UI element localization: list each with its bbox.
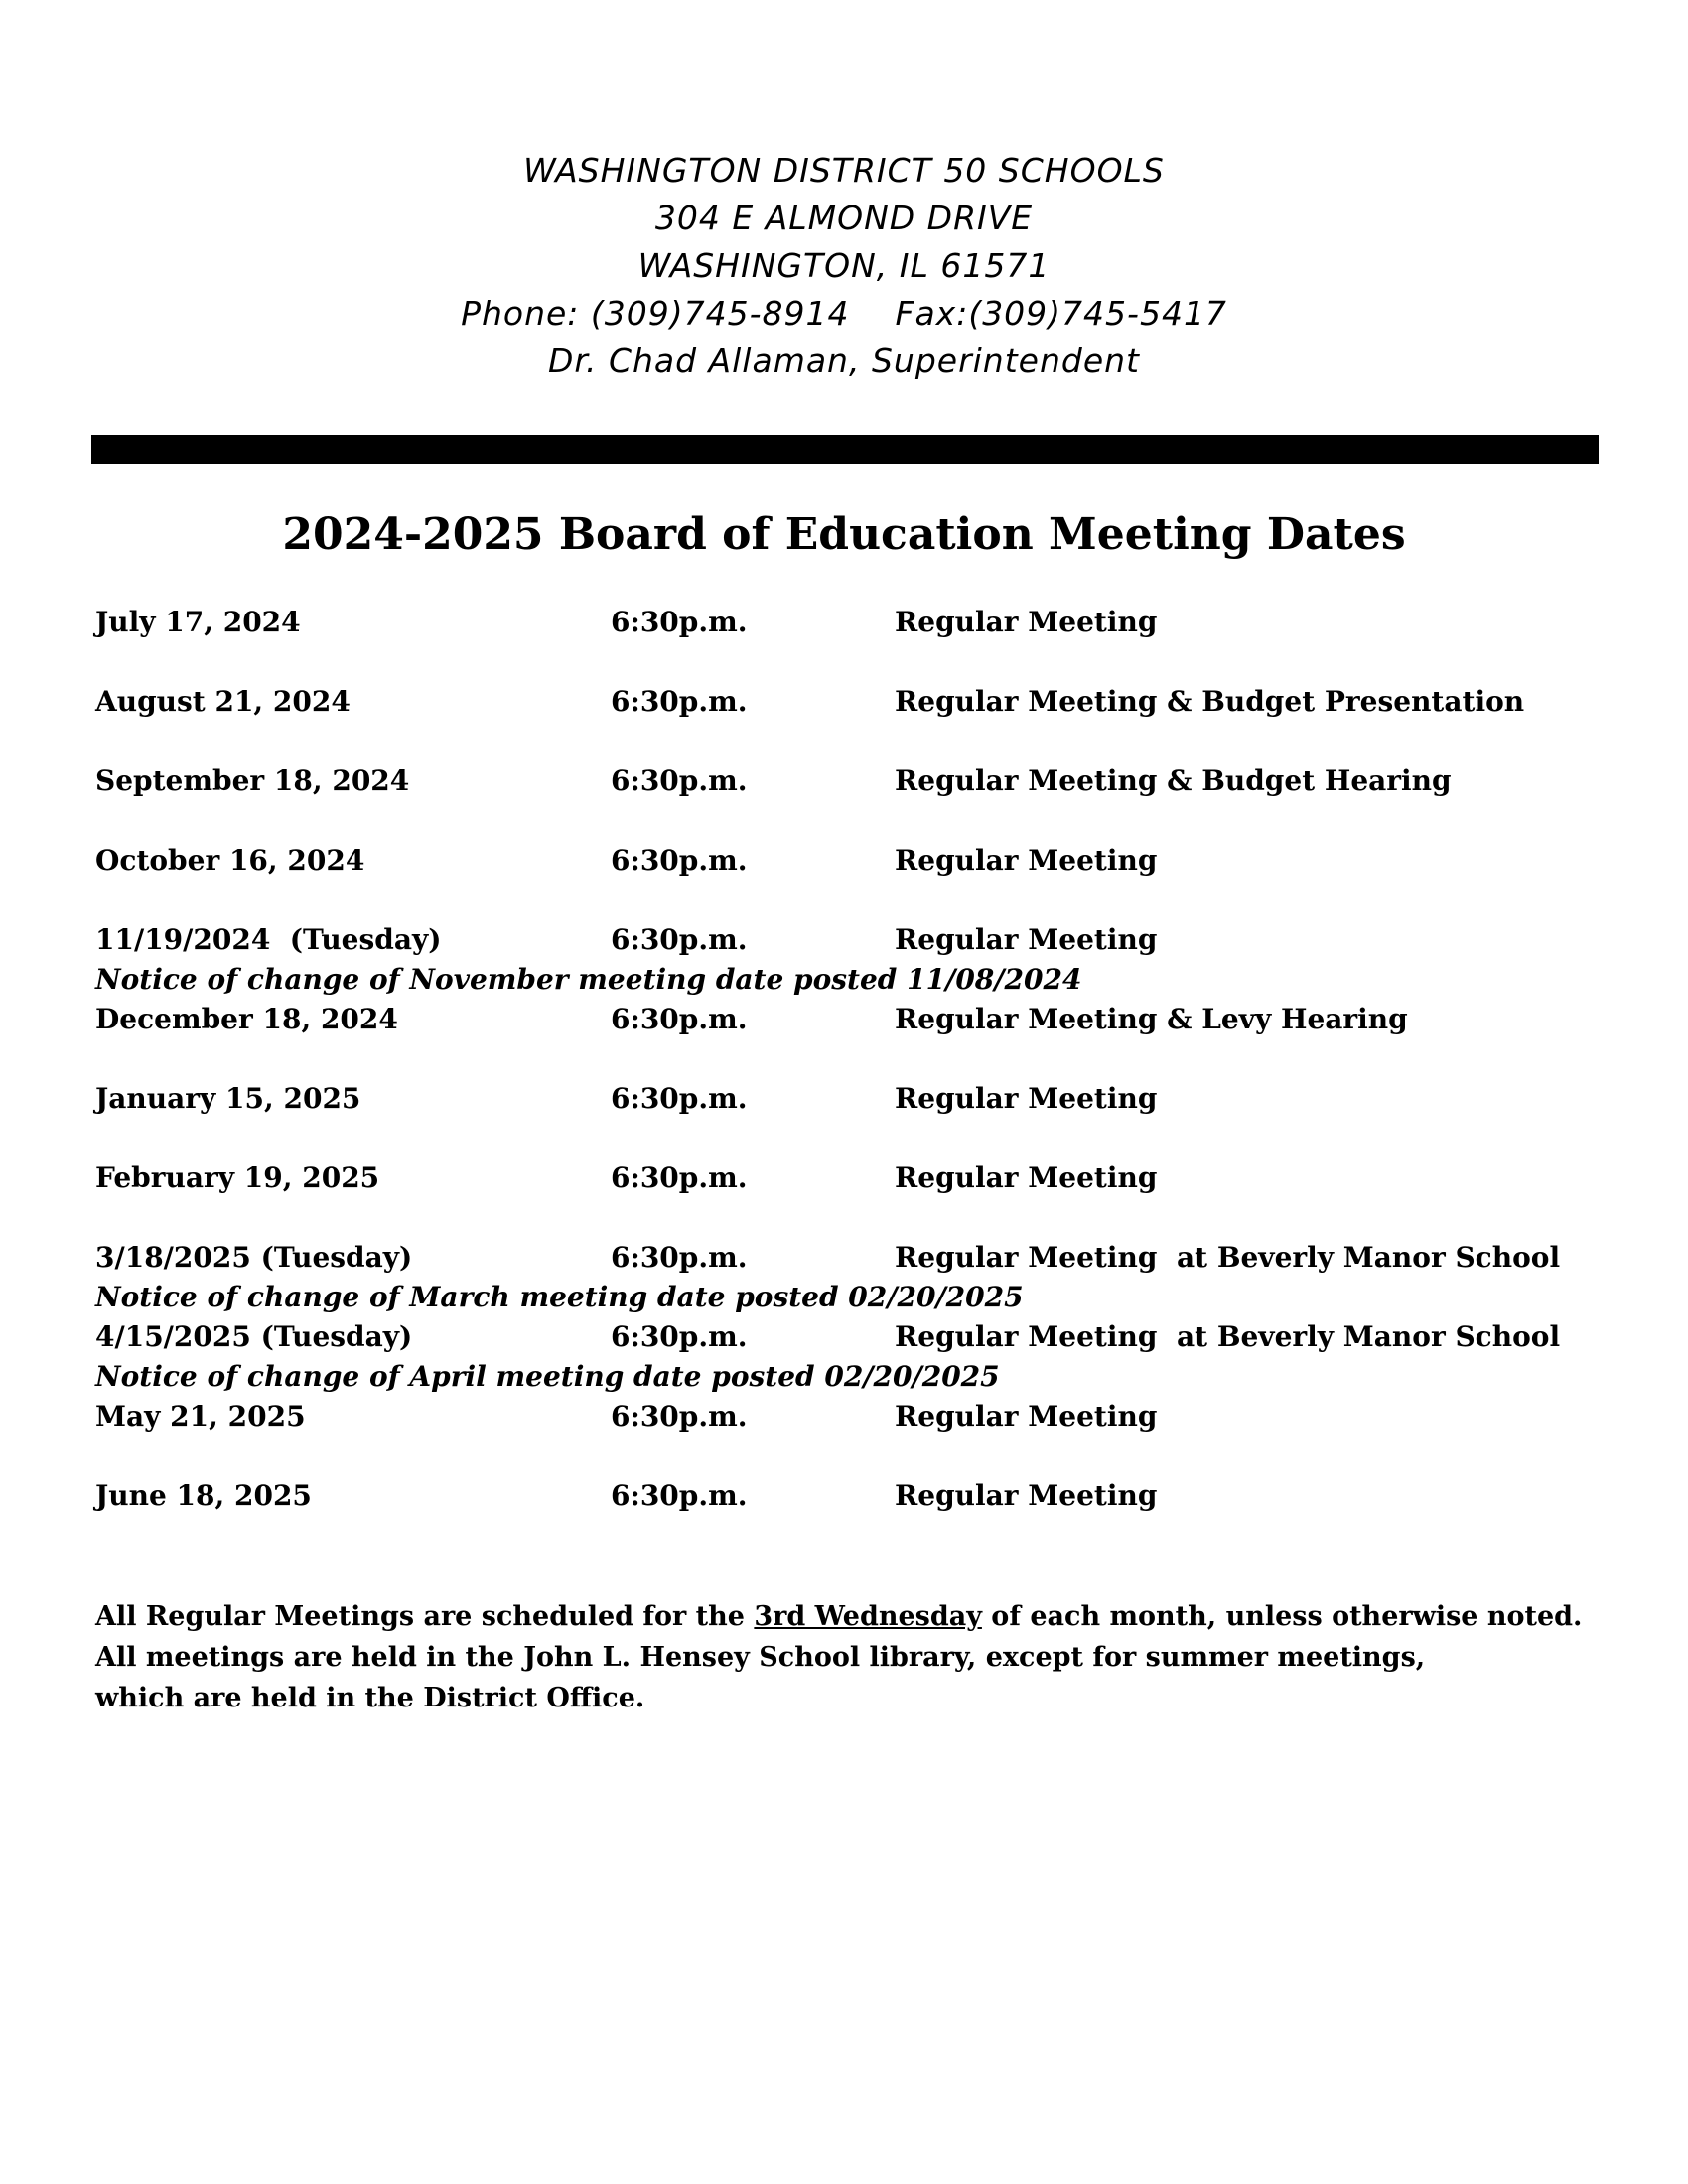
meeting-time: 6:30p.m.	[611, 685, 748, 718]
meeting-type: Regular Meeting	[895, 1241, 1158, 1274]
meeting-row-october	[0, 841, 1688, 881]
schedule-note	[95, 1596, 1605, 1637]
meeting-type: Regular Meeting	[895, 1320, 1158, 1353]
phone-fax: Phone: (309)745-8914 Fax:(309)745-5417	[461, 294, 1227, 333]
meeting-time: 6:30p.m.	[611, 1320, 748, 1353]
meeting-row-april	[0, 1317, 1688, 1357]
meeting-time: 6:30p.m.	[611, 1241, 748, 1274]
meeting-location: at Beverly Manor School	[1177, 1320, 1561, 1353]
meeting-time: 6:30p.m.	[611, 1400, 748, 1433]
meeting-date: July 17, 2024	[95, 606, 301, 638]
meeting-date: June 18, 2025	[95, 1479, 312, 1512]
notice-march-change: Notice of change of March meeting date posted 02/20/2025	[95, 1281, 1024, 1313]
notice-november-change: Notice of change of November meeting date posted 11/08/2024	[95, 963, 1082, 996]
schedule-note-day: 3rd Wednesday	[754, 1601, 982, 1632]
meeting-date: May 21, 2025	[95, 1400, 306, 1433]
meeting-type: Regular Meeting	[895, 606, 1158, 638]
meeting-type: Regular Meeting & Budget Hearing	[895, 764, 1452, 797]
meeting-date: 11/19/2024 (Tuesday)	[95, 923, 442, 956]
meeting-time: 6:30p.m.	[611, 1161, 748, 1194]
meeting-date: January 15, 2025	[95, 1082, 361, 1115]
meeting-row-may	[0, 1397, 1688, 1436]
location-note: All meetings are held in the John L. Hensey School library, except for summer meetings,	[95, 1642, 1426, 1673]
meeting-time: 6:30p.m.	[611, 764, 748, 797]
meeting-row-march	[0, 1238, 1688, 1278]
notice-april-change: Notice of change of April meeting date posted 02/20/2025	[95, 1360, 1000, 1393]
meeting-date: August 21, 2024	[95, 685, 351, 718]
meeting-row-june	[0, 1476, 1688, 1516]
meeting-row-november	[0, 920, 1688, 960]
meeting-row-july	[0, 603, 1688, 642]
meeting-time: 6:30p.m.	[611, 1479, 748, 1512]
meeting-date: October 16, 2024	[95, 844, 365, 877]
superintendent-name: Dr. Chad Allaman, Superintendent	[548, 341, 1140, 380]
meeting-date: December 18, 2024	[95, 1003, 398, 1035]
meeting-time: 6:30p.m.	[611, 923, 748, 956]
street-address: 304 E ALMOND DRIVE	[654, 199, 1034, 237]
meeting-row-february	[0, 1159, 1688, 1198]
schedule-note-end: of each month, unless otherwise noted.	[981, 1601, 1583, 1632]
city-state-zip: WASHINGTON, IL 61571	[637, 246, 1051, 285]
meeting-type: Regular Meeting & Levy Hearing	[895, 1003, 1408, 1035]
district-name: WASHINGTON DISTRICT 50 SCHOOLS	[523, 151, 1165, 190]
meeting-row-august	[0, 682, 1688, 722]
meeting-type: Regular Meeting	[895, 844, 1158, 877]
meeting-notes	[95, 1596, 1605, 1718]
meeting-location: at Beverly Manor School	[1177, 1241, 1561, 1274]
meeting-row-september	[0, 761, 1688, 801]
meeting-type: Regular Meeting	[895, 923, 1158, 956]
meeting-date: 4/15/2025 (Tuesday)	[95, 1320, 413, 1353]
schedule-note-start: All Regular Meetings are scheduled for the	[95, 1601, 755, 1632]
meeting-type: Regular Meeting	[895, 1161, 1158, 1194]
meeting-type: Regular Meeting & Budget Presentation	[895, 685, 1525, 718]
meeting-date: February 19, 2025	[95, 1161, 380, 1194]
meeting-type: Regular Meeting	[895, 1400, 1158, 1433]
page-title: 2024-2025 Board of Education Meeting Dates	[282, 509, 1406, 560]
meeting-type: Regular Meeting	[895, 1479, 1158, 1512]
meeting-date: 3/18/2025 (Tuesday)	[95, 1241, 413, 1274]
meeting-time: 6:30p.m.	[611, 1082, 748, 1115]
meeting-time: 6:30p.m.	[611, 606, 748, 638]
meeting-date: September 18, 2024	[95, 764, 410, 797]
meeting-row-january	[0, 1079, 1688, 1119]
meeting-time: 6:30p.m.	[611, 1003, 748, 1035]
meeting-type: Regular Meeting	[895, 1082, 1158, 1115]
meeting-row-december	[0, 1000, 1688, 1039]
meeting-time: 6:30p.m.	[611, 844, 748, 877]
location-note-continued: which are held in the District Office.	[95, 1683, 645, 1713]
